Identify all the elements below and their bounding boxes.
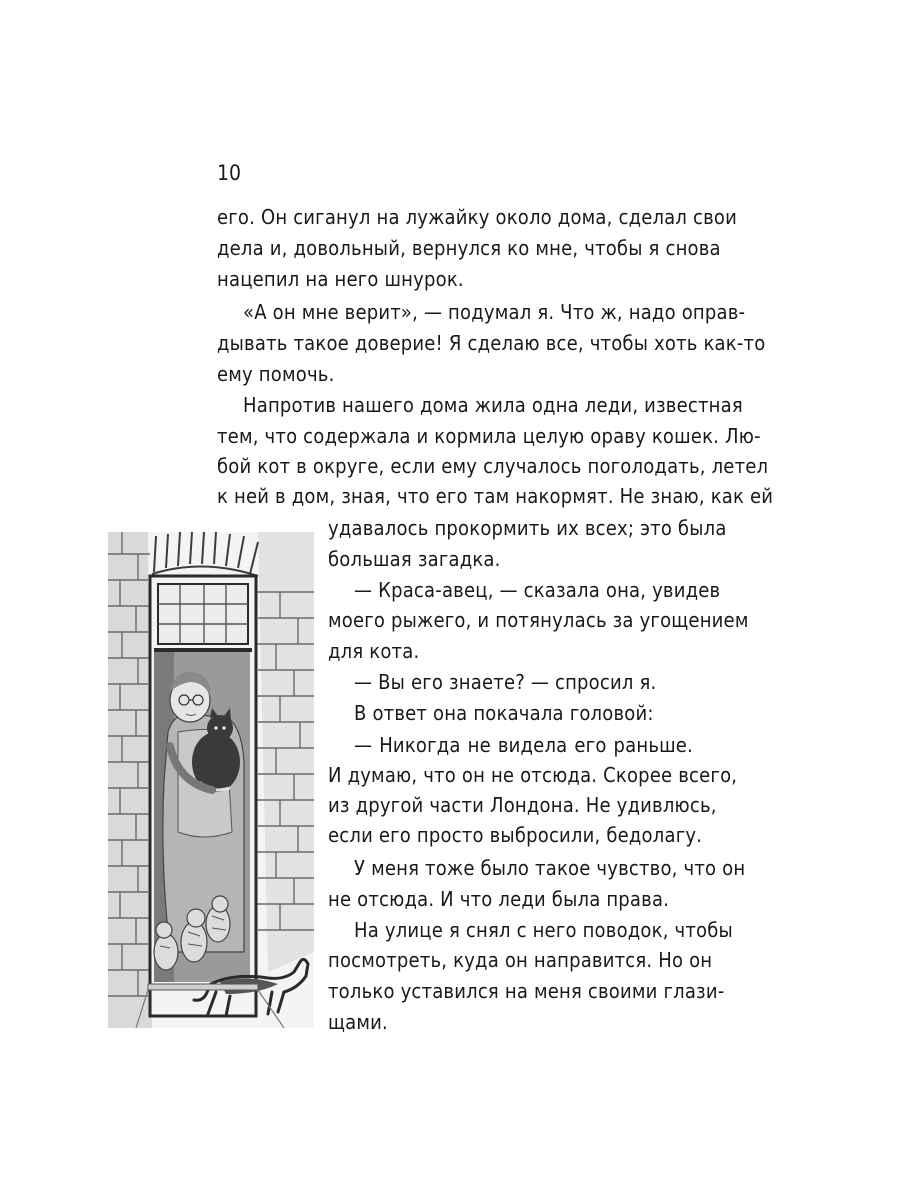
text-line: из другой части Лондона. Не удивлюсь, [328, 793, 717, 817]
text-line: Напротив нашего дома жила одна леди, известная [243, 393, 743, 417]
text-line: к ней в дом, зная, что его там накормят. Не знаю, как ей [217, 484, 774, 508]
text-line: только уставился на меня своими глази- [328, 979, 725, 1003]
text-line: ему помочь. [217, 362, 335, 386]
text-line: моего рыжего, и потянулась за угощением [328, 608, 749, 632]
text-line: его. Он сиганул на лужайку около дома, сделал свои [217, 205, 738, 229]
text-line: тем, что содержала и кормила целую ораву кошек. Лю- [217, 424, 761, 448]
text-line: дывать такое доверие! Я сделаю все, чтобы хоть как-то [217, 331, 766, 355]
text-line: — Никогда не видела его раньше. [354, 733, 693, 757]
text-line: посмотреть, куда он направится. Но он [328, 948, 713, 972]
text-line: дела и, довольный, вернулся ко мне, чтобы я снова [217, 236, 721, 260]
text-line: — Вы его знаете? — спросил я. [354, 670, 657, 694]
text-line: На улице я снял с него поводок, чтобы [354, 918, 733, 942]
page-number: 10 [217, 161, 242, 185]
text-line: не отсюда. И что леди была права. [328, 887, 670, 911]
text-line: удавалось прокормить их всех; это была [328, 516, 727, 540]
text-line: бой кот в округе, если ему случалось поголодать, летел [217, 454, 769, 478]
text-line: для кота. [328, 639, 420, 663]
text-line: И думаю, что он не отсюда. Скорее всего, [328, 763, 738, 787]
text-line: щами. [328, 1010, 388, 1034]
text-line: У меня тоже было такое чувство, что он [354, 856, 746, 880]
text-line: — Краса-авец, — сказала она, увидев [354, 578, 721, 602]
text-line: В ответ она покачала головой: [354, 701, 654, 725]
text-line: большая загадка. [328, 547, 501, 571]
text-line: «А он мне верит», — подумал я. Что ж, надо оправ- [243, 300, 746, 324]
illustration-lady-with-cats [108, 532, 314, 1028]
text-line: если его просто выбросили, бедолагу. [328, 823, 703, 847]
text-line: нацепил на него шнурок. [217, 267, 464, 291]
